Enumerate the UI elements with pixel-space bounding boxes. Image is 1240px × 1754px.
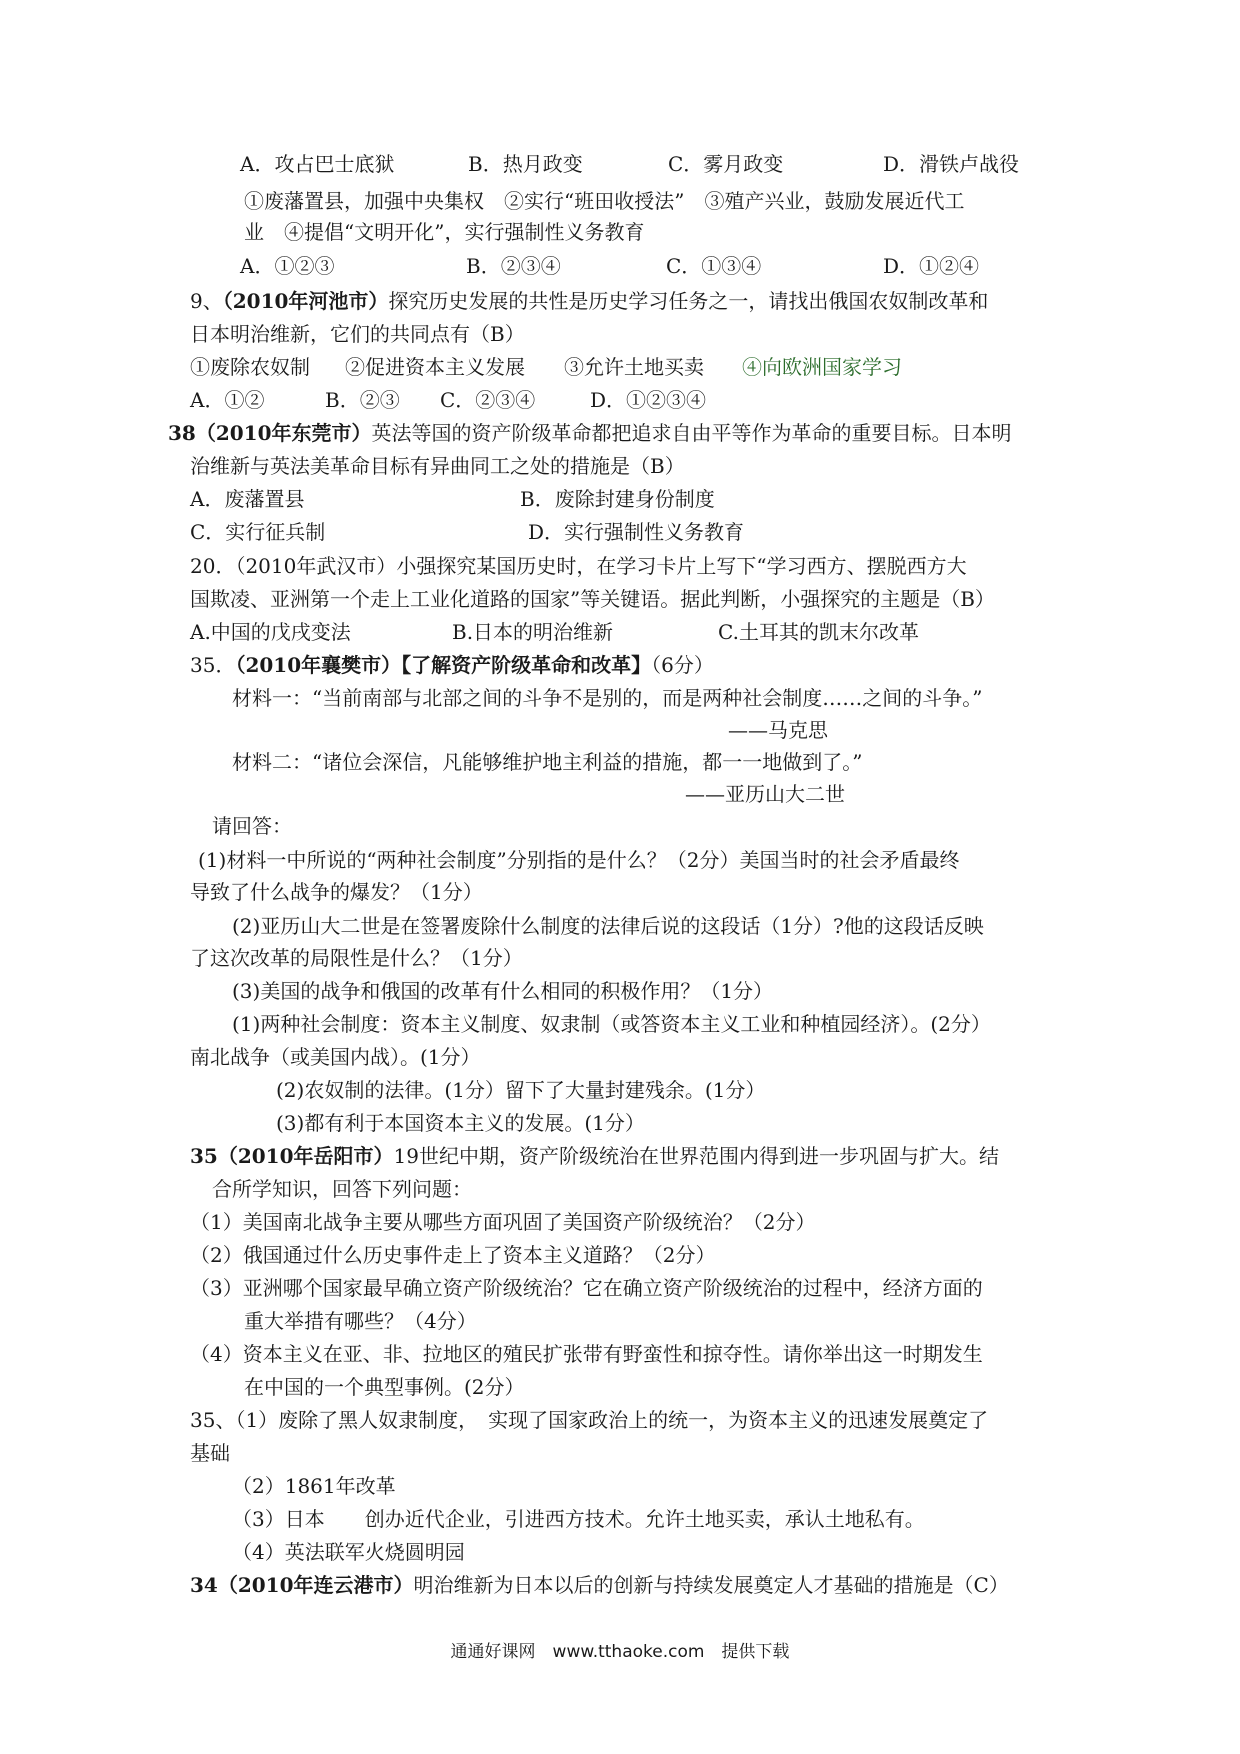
question-text: 探究历史发展的共性是历史学习任务之一，请找出俄国农奴制改革和 (388, 289, 989, 313)
answer-1-line-1: (1)两种社会制度：资本主义制度、奴隶制（或答资本主义工业和种植园经济）。(2分） (232, 1012, 991, 1036)
option-b: B．②③ (325, 388, 400, 412)
sub-question-3-line-1: （3）亚洲哪个国家最早确立资产阶级统治？它在确立资产阶级统治的过程中，经济方面的 (190, 1276, 983, 1300)
question-38-line-2: 治维新与英法美革命目标有异曲同工之处的措施是（B） (190, 454, 685, 478)
answer-35-line-4: （3）日本 创办近代企业，引进西方技术。允许土地买卖，承认土地私有。 (232, 1507, 925, 1531)
question-source: （2010年岳阳市） (217, 1144, 394, 1168)
statement-3: ③允许土地买卖 (564, 355, 704, 379)
option-d: D．①②③④ (590, 388, 707, 412)
question-number: 35． (190, 653, 236, 677)
sub-question-4-line-1: （4）资本主义在亚、非、拉地区的殖民扩张带有野蛮性和掠夺性。请你举出这一时期发生 (190, 1342, 983, 1366)
option-d: D．①②④ (883, 254, 980, 278)
option-c: C．②③④ (440, 388, 536, 412)
material-1-author: ——马克思 (728, 718, 828, 742)
sub-question-4-line-2: 在中国的一个典型事例。(2分） (244, 1375, 525, 1399)
sub-question-3-line-2: 重大举措有哪些？（4分） (244, 1309, 477, 1333)
option-b: B．②③④ (466, 254, 561, 278)
question-source: （2010年襄樊市） (235, 653, 402, 677)
question-20-line-2: 国欺凌、亚洲第一个走上工业化道路的国家”等关键语。据此判断，小强探究的主题是（B） (190, 587, 995, 611)
question-text: 明治维新为日本以后的创新与持续发展奠定人才基础的措施是（C） (413, 1573, 1009, 1597)
option-d: D．实行强制性义务教育 (528, 520, 745, 544)
option-d: D．滑铁卢战役 (883, 152, 1020, 176)
option-c: C．①③④ (666, 254, 762, 278)
answer-1-line-2: 南北战争（或美国内战）。(1分） (190, 1045, 481, 1069)
option-c: C.土耳其的凯末尔改革 (718, 620, 919, 644)
question-title: 【了解资产阶级革命和改革】 (401, 653, 652, 677)
question-source: （2010年河池市） (222, 289, 389, 313)
answer-3: (3)都有利于本国资本主义的发展。(1分） (276, 1111, 645, 1135)
material-2: 材料二：“诸位会深信，凡能够维护地主利益的措施，都一一地做到了。” (232, 750, 863, 774)
option-a: A.中国的戊戌变法 (190, 620, 351, 644)
statement-4: ④向欧洲国家学习 (742, 355, 902, 379)
option-a: A．①② (190, 388, 265, 412)
sub-question-1: （1）美国南北战争主要从哪些方面巩固了美国资产阶级统治？（2分） (190, 1210, 816, 1234)
material-2-author: ——亚历山大二世 (685, 782, 845, 806)
question-34-line-1 (190, 1571, 1009, 1599)
option-b: B．热月政变 (468, 152, 583, 176)
answer-35-line-3: （2）1861年改革 (232, 1474, 396, 1498)
question-number: 35 (190, 1144, 218, 1168)
question-9-line-2: 日本明治维新，它们的共同点有（B） (190, 322, 525, 346)
question-text: 英法等国的资产阶级革命都把追求自由平等作为革命的重要目标。日本明 (371, 421, 1012, 445)
sub-question-2-line-2: 了这次改革的局限性是什么？（1分） (190, 946, 523, 970)
sub-question-1-line-1: (1)材料一中所说的“两种社会制度”分别指的是什么？（2分）美国当时的社会矛盾最终 (198, 848, 960, 872)
sub-question-2-line-1: (2)亚历山大二世是在签署废除什么制度的法律后说的这段话（1分）?他的这段话反映 (232, 914, 984, 938)
sub-question-1-line-2: 导致了什么战争的爆发？（1分） (190, 880, 483, 904)
question-source: （2010年东莞市） (195, 421, 372, 445)
statement-1: ①废除农奴制 (190, 355, 310, 379)
question-35-yueyang-line-2: 合所学知识，回答下列问题： (212, 1177, 472, 1201)
question-score: （6分） (651, 653, 714, 677)
option-c: C．实行征兵制 (190, 520, 326, 544)
sub-question-2: （2）俄国通过什么历史事件走上了资本主义道路？（2分） (190, 1243, 716, 1267)
question-35-xiangfan-header (190, 651, 714, 679)
answer-35-line-5: （4）英法联军火烧圆明园 (232, 1540, 465, 1564)
answer-35-line-2: 基础 (190, 1441, 230, 1465)
question-number: 34 (190, 1573, 218, 1597)
answer-35-line-1: 35、（1）废除了黑人奴隶制度， 实现了国家政治上的统一，为资本主义的迅速发展奠定了 (190, 1408, 989, 1432)
sub-question-3: (3)美国的战争和俄国的改革有什么相同的积极作用？（1分） (232, 979, 774, 1003)
question-number: 38 (168, 421, 196, 445)
prev-question-statements-line-2: 业 ④提倡“文明开化”，实行强制性义务教育 (244, 220, 645, 244)
option-c: C．雾月政变 (668, 152, 784, 176)
question-source: （2010年连云港市） (217, 1573, 414, 1597)
answer-prompt: 请回答： (212, 814, 292, 838)
material-1: 材料一：“当前南部与北部之间的斗争不是别的，而是两种社会制度……之间的斗争。” (232, 686, 983, 710)
question-38-line-1 (168, 419, 1012, 447)
question-9-line-1 (190, 287, 988, 315)
statement-2: ②促进资本主义发展 (345, 355, 525, 379)
option-a: A．废藩置县 (190, 487, 305, 511)
answer-2: (2)农奴制的法律。(1分）留下了大量封建残余。(1分） (276, 1078, 766, 1102)
question-number: 9、 (190, 289, 223, 313)
option-a: A．①②③ (240, 254, 335, 278)
page-footer: 通通好课网 www.tthaoke.com 提供下载 (450, 1642, 790, 1662)
question-20-line-1: 20．（2010年武汉市）小强探究某国历史时，在学习卡片上写下“学习西方、摆脱西方大 (190, 554, 967, 578)
option-b: B.日本的明治维新 (452, 620, 614, 644)
option-a: A．攻占巴士底狱 (240, 152, 395, 176)
prev-question-statements-line-1: ①废藩置县，加强中央集权 ②实行“班田收授法” ③殖产兴业，鼓励发展近代工 (244, 189, 965, 213)
option-b: B．废除封建身份制度 (520, 487, 715, 511)
question-35-yueyang-line-1 (190, 1142, 999, 1170)
question-text: 19世纪中期，资产阶级统治在世界范围内得到进一步巩固与扩大。结 (393, 1144, 999, 1168)
